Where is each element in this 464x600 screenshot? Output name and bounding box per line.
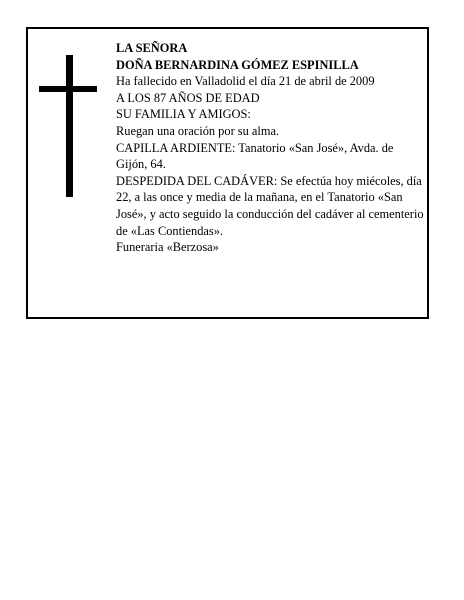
death-info: Ha fallecido en Valladolid el día 21 de abril de 2009 (116, 74, 375, 89)
cross-horizontal-bar (39, 86, 97, 92)
age-info: A LOS 87 AÑOS DE EDAD (116, 90, 260, 105)
obituary-notice (26, 27, 429, 319)
cross-vertical-bar (66, 55, 73, 197)
notice-title: LA SEÑORA (116, 41, 188, 55)
prayer-request: Ruegan una oración por su alma. (116, 123, 280, 138)
deceased-name: DOÑA BERNARDINA GÓMEZ ESPINILLA (116, 57, 359, 72)
funeral-home: Funeraria «Berzosa» (116, 240, 219, 255)
farewell-info: DESPEDIDA DEL CADÁVER: Se efectúa hoy miécoles, día 22, a las once y media de la mañana, en el Tanatorio «San José», y acto seguido la conducción del cadáver al cementerio de «Las Contiendas». (116, 173, 424, 238)
notice-text (116, 40, 426, 256)
chapel-info: CAPILLA ARDIENTE: Tanatorio «San José», Avda. de Gijón, 64. (116, 140, 394, 172)
family-heading: SU FAMILIA Y AMIGOS: (116, 107, 251, 122)
